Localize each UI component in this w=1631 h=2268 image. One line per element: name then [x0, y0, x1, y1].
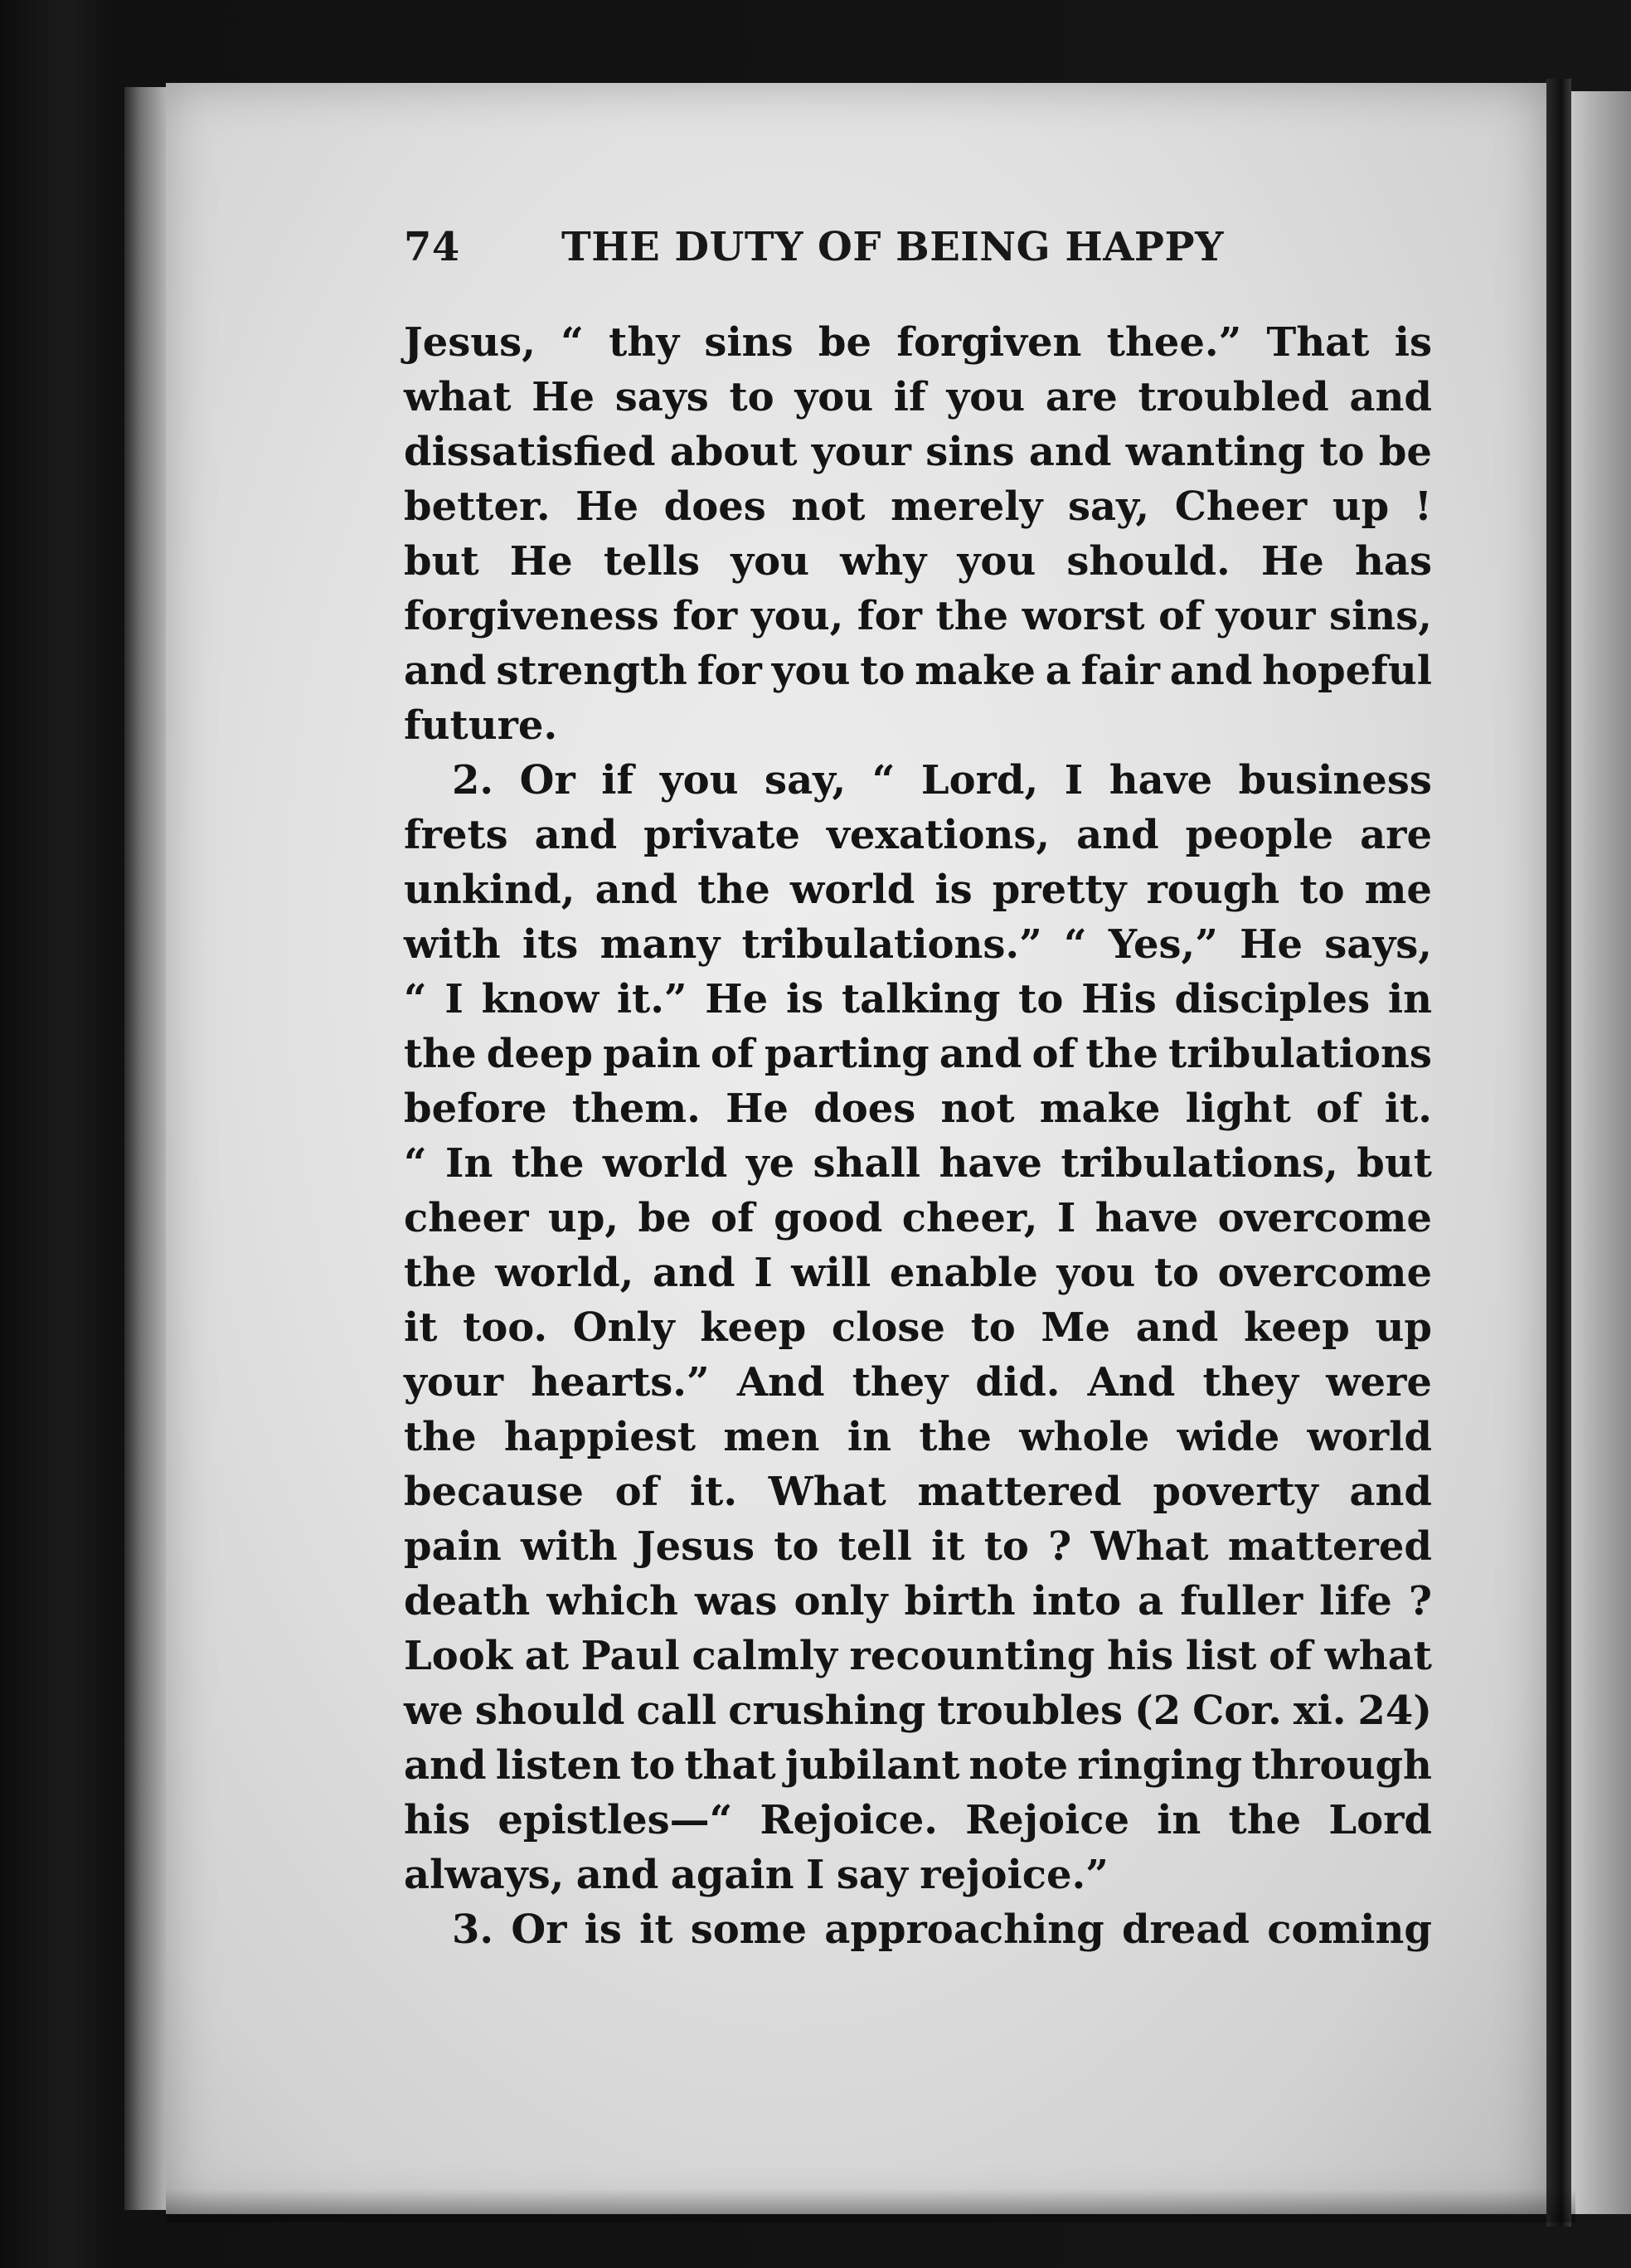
text-line: but He tells you why you should. He has [404, 538, 1432, 585]
text-line: frets and private vexations, and people are [404, 812, 1432, 858]
text-line: Look at Paul calmly recounting his list of what [404, 1633, 1432, 1679]
text-line: pain with Jesus to tell it to ? What mattered [404, 1523, 1432, 1570]
text-line: and listen to that jubilant note ringing through [404, 1742, 1432, 1789]
text-line: “ In the world ye shall have tribulations, but [404, 1140, 1432, 1187]
page-bottom-shadow [166, 2189, 1575, 2222]
page-right-border [1546, 79, 1571, 2227]
text-line: dissatisfied about your sins and wanting to be [404, 429, 1432, 475]
paragraph-start-line: 3. Or is it some approaching dread coming [452, 1906, 1432, 1953]
text-line: it too. Only keep close to Me and keep up [404, 1304, 1432, 1351]
text-line: his epistles—“ Rejoice. Rejoice in the Lord [404, 1797, 1432, 1843]
text-line: future. [404, 702, 558, 749]
running-title: THE DUTY OF BEING HAPPY [561, 224, 1224, 270]
text-line: forgiveness for you, for the worst of your sins, [404, 593, 1432, 639]
text-line: because of it. What mattered poverty and [404, 1469, 1432, 1515]
page-binding-edge [124, 87, 170, 2210]
text-line: what He says to you if you are troubled and [404, 374, 1432, 420]
text-line: your hearts.” And they did. And they were [404, 1359, 1432, 1406]
body-text [404, 315, 1432, 1957]
text-line: cheer up, be of good cheer, I have overcome [404, 1195, 1432, 1241]
text-line: the happiest men in the whole wide world [404, 1414, 1432, 1460]
text-line: before them. He does not make light of it. [404, 1085, 1432, 1132]
page-number: 74 [404, 224, 460, 270]
text-line: the world, and I will enable you to overcome [404, 1250, 1432, 1296]
text-line: better. He does not merely say, Cheer up ! [404, 483, 1432, 530]
text-line: always, and again I say rejoice.” [404, 1852, 1109, 1898]
text-line: “ I know it.” He is talking to His disciples in [404, 976, 1432, 1022]
text-line: the deep pain of parting and of the tribulations [404, 1031, 1432, 1077]
paragraph-start-line: 2. Or if you say, “ Lord, I have business [452, 757, 1432, 804]
text-line: Jesus, “ thy sins be forgiven thee.” That is [404, 319, 1432, 366]
text-line: unkind, and the world is pretty rough to me [404, 867, 1432, 913]
next-page-edge [1571, 91, 1631, 2214]
text-line: we should call crushing troubles (2 Cor. xi. 24) [404, 1688, 1432, 1734]
text-line: and strength for you to make a fair and hopeful [404, 648, 1432, 694]
text-line: death which was only birth into a fuller life ? [404, 1578, 1432, 1625]
running-head [404, 224, 1432, 282]
text-line: with its many tribulations.” “ Yes,” He says, [404, 921, 1432, 968]
